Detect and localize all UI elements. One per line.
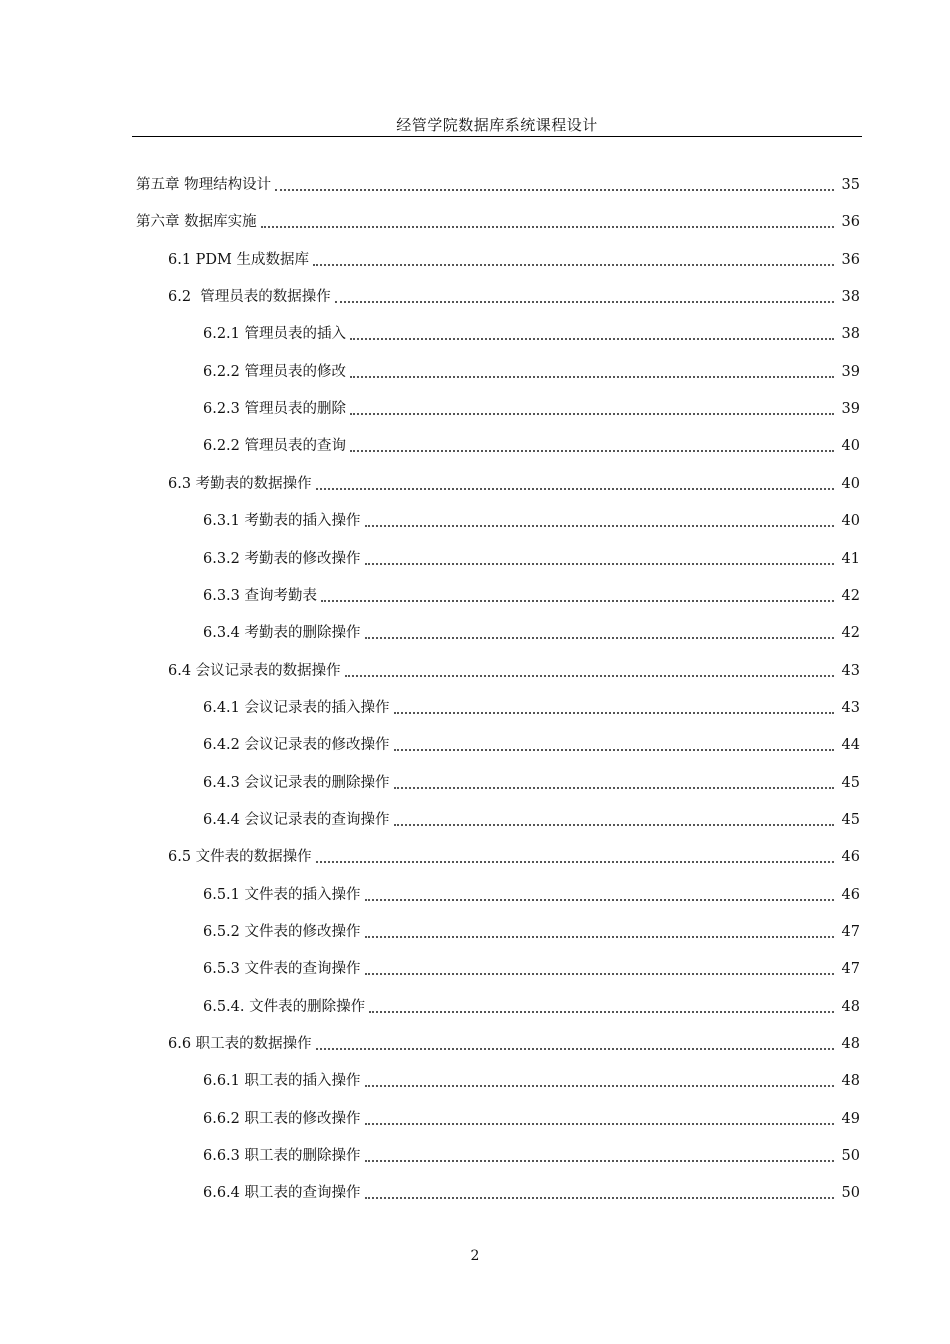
- toc-entry-label: 6.3.4 考勤表的删除操作: [203, 625, 361, 641]
- toc-entry-page: 43: [841, 663, 860, 679]
- toc-entry-page: 47: [841, 924, 860, 940]
- toc-dot-leader: [365, 1185, 834, 1199]
- toc-dot-leader: [365, 513, 834, 527]
- toc-dot-leader: [350, 326, 834, 340]
- toc-entry-page: 45: [841, 775, 860, 791]
- toc-entry[interactable]: [203, 321, 860, 343]
- toc-entry-page: 42: [841, 588, 860, 604]
- toc-dot-leader: [394, 775, 834, 789]
- toc-entry-page: 38: [841, 289, 860, 305]
- toc-entry-page: 40: [841, 476, 860, 492]
- toc-dot-leader: [335, 289, 834, 303]
- toc-entry-page: 35: [841, 177, 860, 193]
- toc-entry-label: 6.1 PDM 生成数据库: [168, 252, 310, 268]
- toc-entry-page: 50: [841, 1148, 860, 1164]
- toc-entry-label: 6.2 管理员表的数据操作: [168, 289, 331, 305]
- toc-entry[interactable]: [203, 396, 860, 418]
- toc-entry[interactable]: [203, 807, 860, 829]
- toc-entry-label: 6.5.1 文件表的插入操作: [203, 887, 361, 903]
- toc-dot-leader: [365, 887, 834, 901]
- toc-entry[interactable]: [203, 1180, 860, 1202]
- toc-entry-page: 39: [841, 401, 860, 417]
- toc-dot-leader: [350, 364, 834, 378]
- toc-entry[interactable]: [203, 770, 860, 792]
- toc-entry-page: 48: [841, 1036, 860, 1052]
- toc-entry-page: 43: [841, 700, 860, 716]
- toc-entry-label: 6.4.4 会议记录表的查询操作: [203, 812, 390, 828]
- toc-entry[interactable]: [203, 1068, 860, 1090]
- toc-entry[interactable]: [203, 956, 860, 978]
- toc-entry[interactable]: [203, 994, 860, 1016]
- toc-entry-page: 48: [841, 999, 860, 1015]
- toc-dot-leader: [345, 663, 834, 677]
- toc-entry[interactable]: [203, 695, 860, 717]
- toc-dot-leader: [365, 1073, 834, 1087]
- document-header: 经管学院数据库系统课程设计: [396, 116, 598, 134]
- toc-dot-leader: [365, 1111, 834, 1125]
- toc-entry[interactable]: [168, 284, 860, 306]
- toc-entry[interactable]: [203, 732, 860, 754]
- toc-dot-leader: [350, 438, 834, 452]
- toc-dot-leader: [365, 1148, 834, 1162]
- toc-dot-leader: [313, 252, 834, 266]
- toc-entry[interactable]: [136, 172, 860, 194]
- toc-entry[interactable]: [203, 359, 860, 381]
- toc-entry[interactable]: [168, 471, 860, 493]
- toc-entry-page: 47: [841, 961, 860, 977]
- toc-entry-label: 6.3.2 考勤表的修改操作: [203, 551, 361, 567]
- toc-entry[interactable]: [203, 1143, 860, 1165]
- toc-entry[interactable]: [168, 658, 860, 680]
- toc-entry[interactable]: [168, 247, 860, 269]
- toc-entry[interactable]: [203, 1106, 860, 1128]
- header-rule: [132, 136, 862, 137]
- toc-entry-page: 45: [841, 812, 860, 828]
- toc-entry-label: 6.2.1 管理员表的插入: [203, 326, 347, 342]
- toc-dot-leader: [321, 588, 834, 602]
- toc-entry-label: 6.3.1 考勤表的插入操作: [203, 513, 361, 529]
- toc-entry-page: 40: [841, 438, 860, 454]
- toc-entry[interactable]: [203, 508, 860, 530]
- toc-entry-page: 36: [841, 252, 860, 268]
- toc-dot-leader: [261, 214, 834, 228]
- toc-entry[interactable]: [203, 620, 860, 642]
- toc-dot-leader: [394, 700, 834, 714]
- toc-dot-leader: [394, 812, 834, 826]
- toc-entry-label: 6.6.1 职工表的插入操作: [203, 1073, 361, 1089]
- toc-dot-leader: [316, 1036, 834, 1050]
- toc-entry-label: 6.2.3 管理员表的删除: [203, 401, 347, 417]
- toc-entry[interactable]: [203, 882, 860, 904]
- toc-entry-page: 49: [841, 1111, 860, 1127]
- toc-dot-leader: [365, 551, 834, 565]
- toc-entry-label: 6.4.1 会议记录表的插入操作: [203, 700, 390, 716]
- toc-entry-label: 6.2.2 管理员表的修改: [203, 364, 347, 380]
- toc-entry-label: 6.6.4 职工表的查询操作: [203, 1185, 361, 1201]
- toc-dot-leader: [394, 737, 834, 751]
- toc-entry-page: 40: [841, 513, 860, 529]
- toc-dot-leader: [365, 924, 834, 938]
- toc-entry-page: 36: [841, 214, 860, 230]
- toc-entry-page: 44: [841, 737, 860, 753]
- toc-entry-label: 6.4.3 会议记录表的删除操作: [203, 775, 390, 791]
- toc-entry-label: 6.6 职工表的数据操作: [168, 1036, 312, 1052]
- toc-entry[interactable]: [203, 919, 860, 941]
- toc-entry-label: 6.5.2 文件表的修改操作: [203, 924, 361, 940]
- toc-entry-label: 6.4.2 会议记录表的修改操作: [203, 737, 390, 753]
- toc-entry[interactable]: [203, 546, 860, 568]
- toc-entry-page: 41: [841, 551, 860, 567]
- toc-entry-label: 第六章 数据库实施: [136, 214, 257, 230]
- toc-entry-label: 6.2.2 管理员表的查询: [203, 438, 347, 454]
- toc-dot-leader: [316, 849, 834, 863]
- toc-dot-leader: [365, 625, 834, 639]
- toc-entry[interactable]: [168, 844, 860, 866]
- toc-dot-leader: [316, 476, 834, 490]
- toc-entry-label: 6.4 会议记录表的数据操作: [168, 663, 341, 679]
- toc-entry-page: 42: [841, 625, 860, 641]
- toc-dot-leader: [369, 999, 834, 1013]
- toc-entry-page: 50: [841, 1185, 860, 1201]
- toc-entry-label: 6.6.3 职工表的删除操作: [203, 1148, 361, 1164]
- toc-entry[interactable]: [168, 1031, 860, 1053]
- toc-dot-leader: [350, 401, 834, 415]
- toc-dot-leader: [275, 177, 834, 191]
- toc-entry-page: 48: [841, 1073, 860, 1089]
- toc-entry-label: 第五章 物理结构设计: [136, 177, 272, 193]
- toc-entry-label: 6.5.3 文件表的查询操作: [203, 961, 361, 977]
- toc-entry-page: 46: [841, 849, 860, 865]
- toc-entry[interactable]: [203, 583, 860, 605]
- toc-entry[interactable]: [136, 209, 860, 231]
- toc-entry-page: 38: [841, 326, 860, 342]
- toc-entry-label: 6.3.3 查询考勤表: [203, 588, 318, 604]
- toc-entry[interactable]: [203, 433, 860, 455]
- toc-entry-label: 6.5 文件表的数据操作: [168, 849, 312, 865]
- footer-page-number: 2: [470, 1248, 480, 1264]
- toc-entry-label: 6.3 考勤表的数据操作: [168, 476, 312, 492]
- toc-entry-page: 39: [841, 364, 860, 380]
- toc-entry-page: 46: [841, 887, 860, 903]
- toc-entry-label: 6.5.4. 文件表的删除操作: [203, 999, 366, 1015]
- toc-entry-label: 6.6.2 职工表的修改操作: [203, 1111, 361, 1127]
- toc-dot-leader: [365, 961, 834, 975]
